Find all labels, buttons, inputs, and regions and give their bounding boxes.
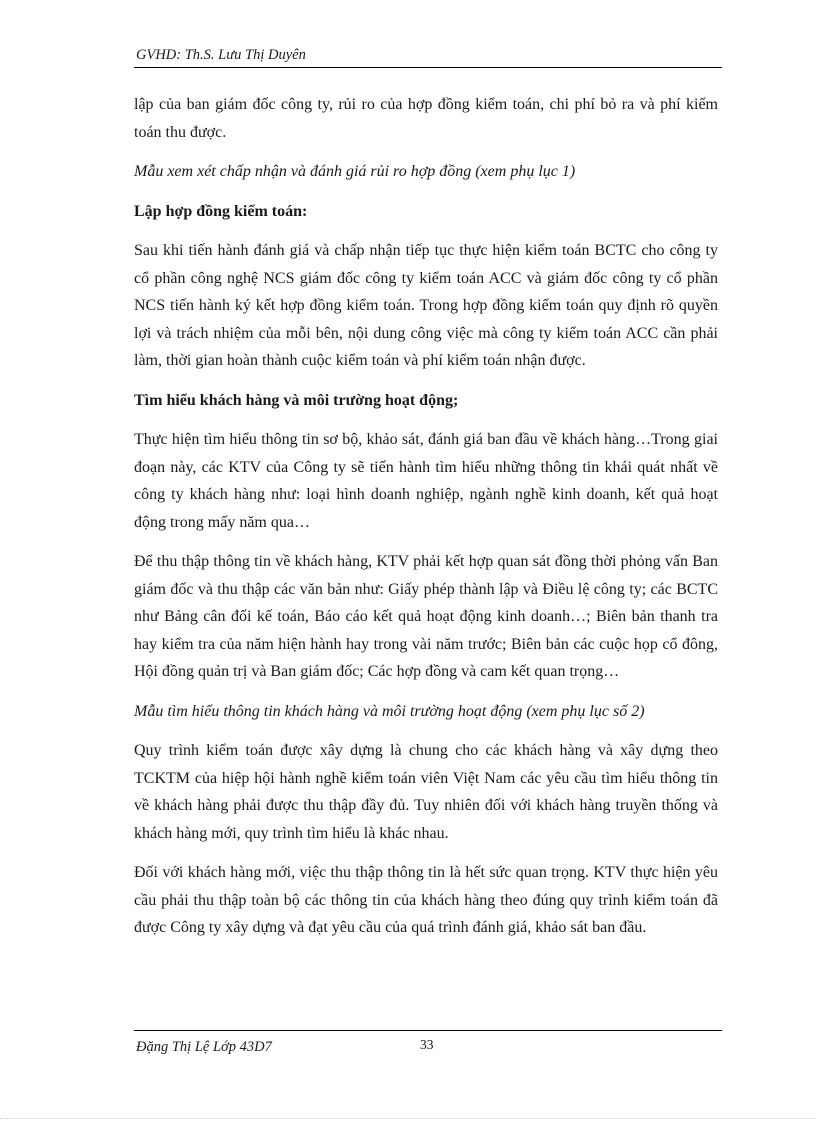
page-body	[134, 91, 718, 954]
page-header	[134, 46, 722, 68]
paragraph: Quy trình kiểm toán được xây dựng là chung cho các khách hàng và xây dựng theo TCKTM của hiệp hội hành nghề kiểm toán viên Việt Nam các yêu cầu tìm hiểu thông tin về khách hàng phải được thu thập đầy đủ. Tuy nhiên đối với khách hàng truyền thống và khách hàng mới, quy trình tìm hiểu là khác nhau.	[134, 742, 718, 842]
paragraph: lập của ban giám đốc công ty, rủi ro của hợp đồng kiểm toán, chi phí bỏ ra và phí kiểm toán thu được.	[134, 96, 718, 141]
paragraph: Thực hiện tìm hiểu thông tin sơ bộ, khảo sát, đánh giá ban đầu về khách hàng…Trong giai đoạn này, các KTV của Công ty sẽ tiến hành tìm hiểu những thông tin khái quát nhất về công ty khách hàng như: loại hình doanh nghiệp, ngành nghề kinh doanh, kết quả hoạt động trong mấy năm qua…	[134, 431, 718, 531]
paragraph: Đối với khách hàng mới, việc thu thập thông tin là hết sức quan trọng. KTV thực hiện yêu cầu phải thu thập toàn bộ các thông tin của khách hàng theo đúng quy trình kiểm toán đã được Công ty xây dựng và đạt yêu cầu của quá trình đánh giá, khảo sát ban đầu.	[134, 864, 718, 936]
footer-author: Đặng Thị Lệ Lớp 43D7	[136, 1039, 272, 1055]
header-rule	[134, 67, 722, 68]
paragraph: Để thu thập thông tin về khách hàng, KTV phải kết hợp quan sát đồng thời phỏng vấn Ban giám đốc và thu thập các văn bản như: Giấy phép thành lập và Điều lệ công ty; các BCTC như Bảng cân đối kế toán, Báo cáo kết quả hoạt động kinh doanh…; Biên bản thanh tra hay kiểm tra của năm hiện hành hay trong vài năm trước; Biên bản các cuộc họp cổ đông, Hội đồng quản trị và Ban giám đốc; Các hợp đồng và cam kết quan trọng…	[134, 553, 718, 680]
header-text: GVHD: Th.S. Lưu Thị Duyên	[136, 47, 306, 63]
appendix-reference: Mẫu tìm hiểu thông tin khách hàng và môi trường hoạt động (xem phụ lục số 2)	[134, 702, 645, 720]
section-heading: Lập hợp đồng kiểm toán:	[134, 202, 308, 220]
page-edge-divider	[0, 1118, 816, 1119]
page-number: 33	[420, 1037, 434, 1052]
appendix-reference: Mẫu xem xét chấp nhận và đánh giá rủi ro hợp đồng (xem phụ lục 1)	[134, 163, 576, 180]
footer-rule	[134, 1030, 722, 1031]
section-heading: Tìm hiểu khách hàng và môi trường hoạt động;	[134, 391, 459, 409]
paragraph: Sau khi tiến hành đánh giá và chấp nhận tiếp tục thực hiện kiểm toán BCTC cho công ty cổ phần công nghệ NCS giám đốc công ty kiểm toán ACC và giám đốc công ty cổ phần NCS tiến hành ký kết hợp đồng kiểm toán. Trong hợp đồng kiểm toán quy định rõ quyền lợi và trách nhiệm của mỗi bên, nội dung công việc mà công ty kiểm toán ACC cần phải làm, thời gian hoàn thành cuộc kiểm toán và phí kiểm toán nhận được.	[134, 242, 718, 369]
